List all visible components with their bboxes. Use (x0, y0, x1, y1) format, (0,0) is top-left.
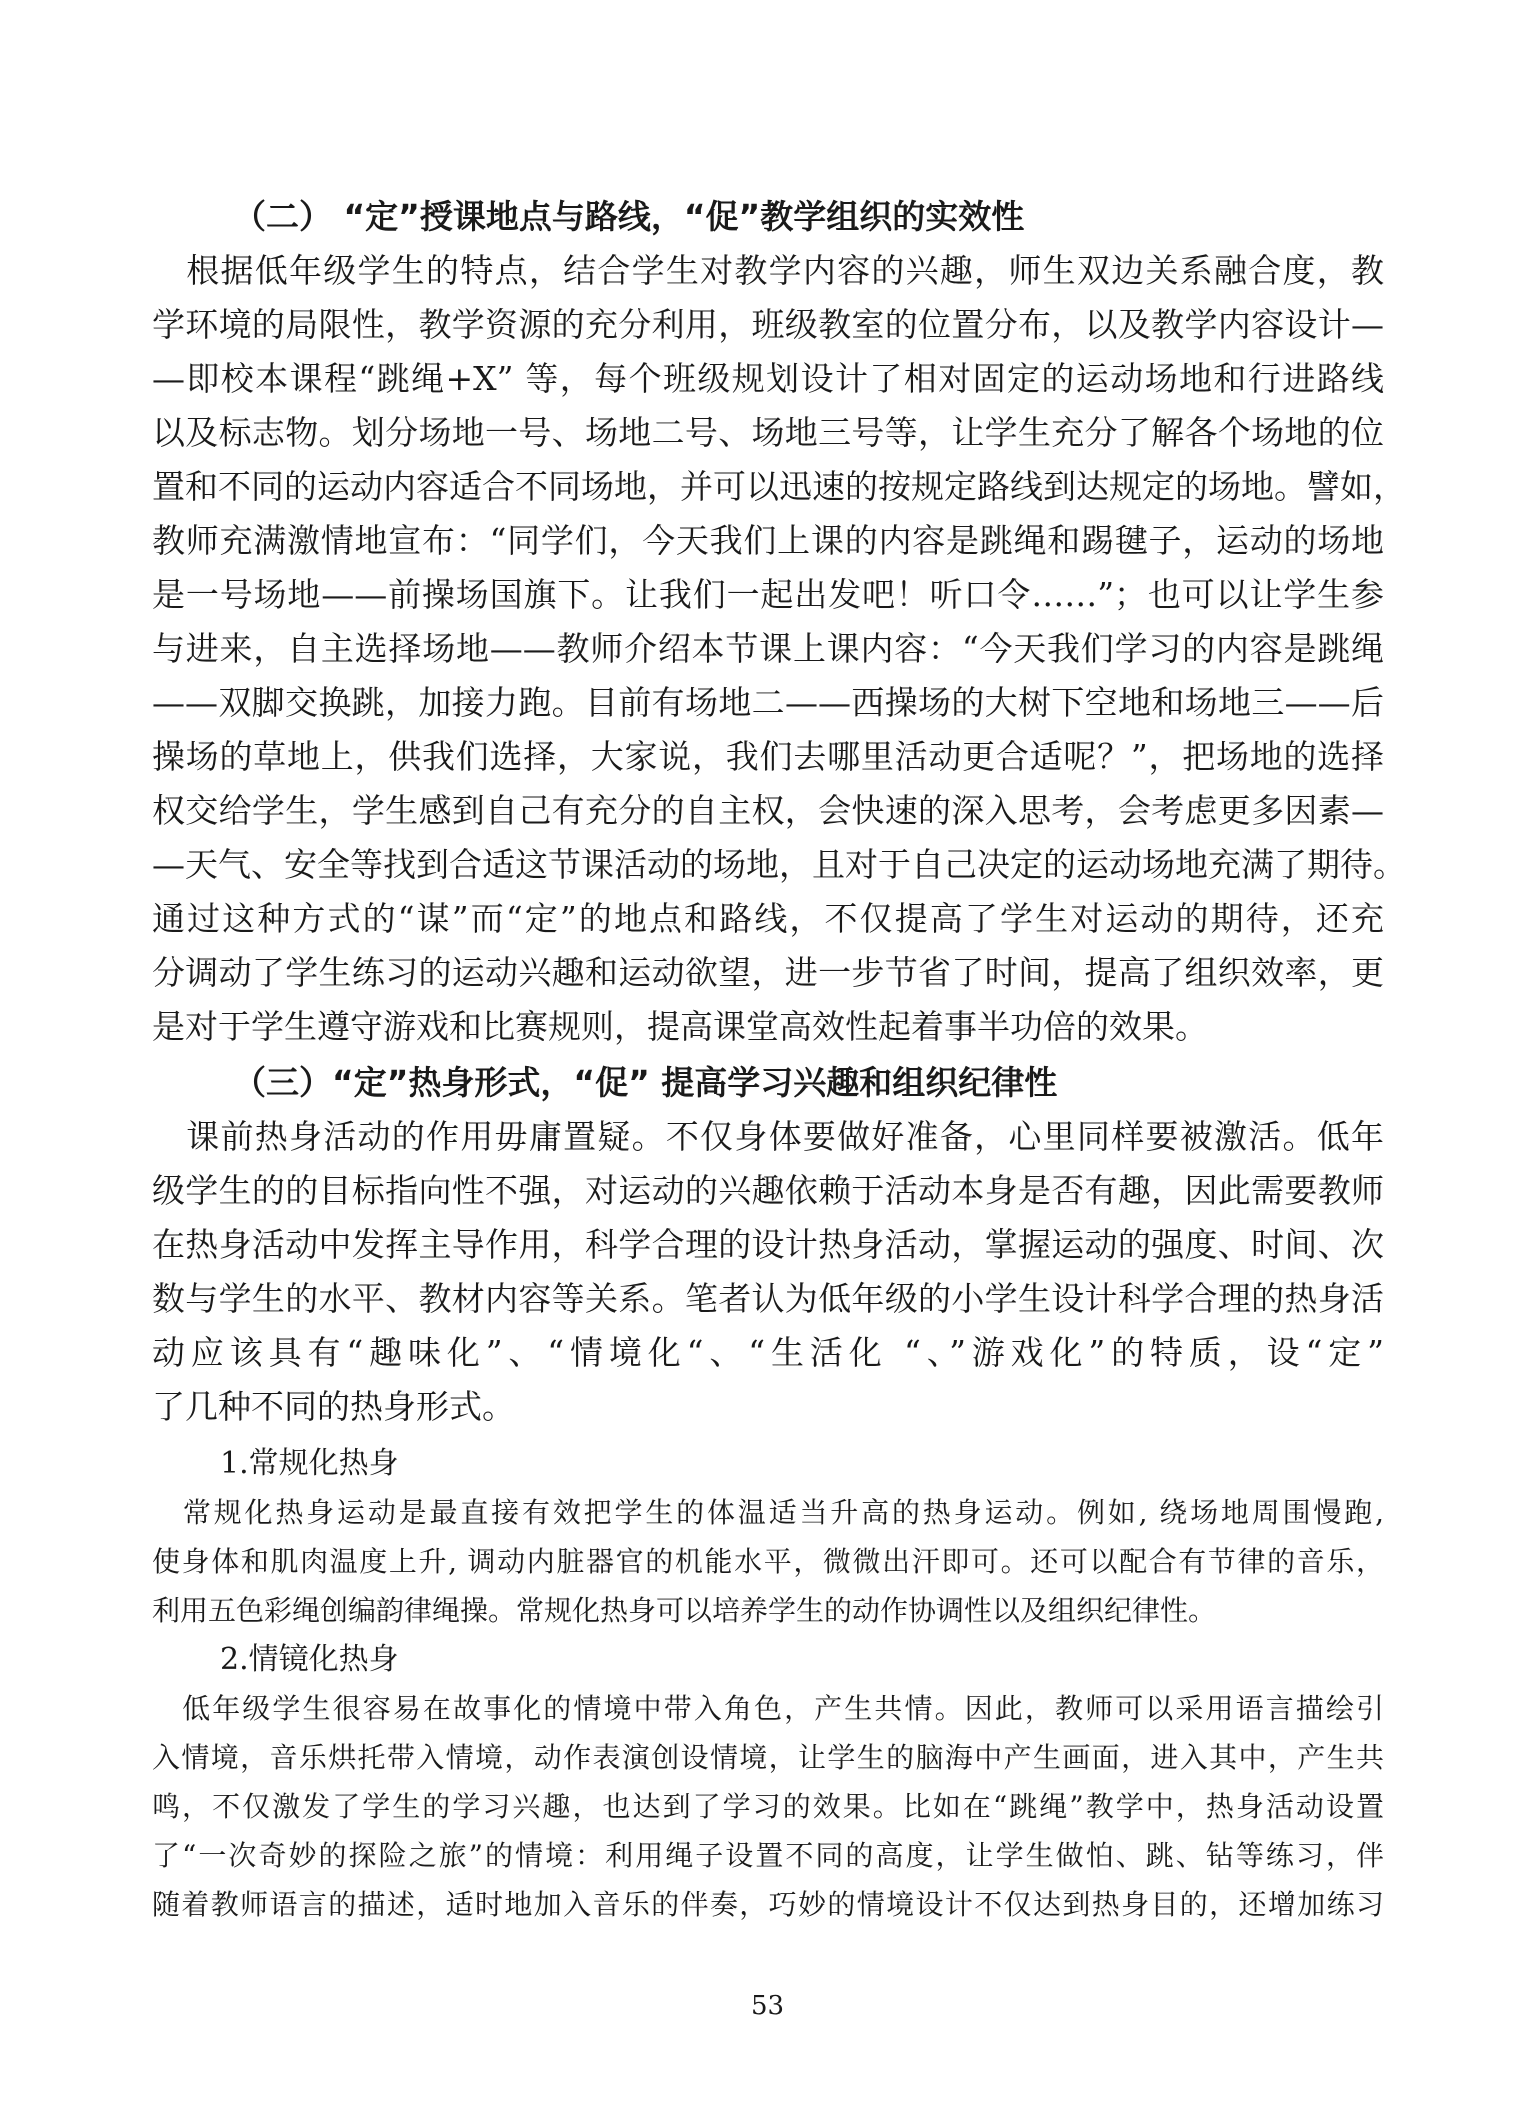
text-line: 权交给学生，学生感到自己有充分的自主权，会快速的深入思考，会考虑更多因素— (152, 791, 1384, 830)
text-line: 以及标志物。划分场地一号、场地二号、场地三号等，让学生充分了解各个场地的位 (152, 413, 1384, 452)
text-line: 根据低年级学生的特点，结合学生对教学内容的兴趣，师生双边关系融合度，教 (152, 251, 1384, 290)
text-line: 是一号场地——前操场国旗下。让我们一起出发吧！听口令……”；也可以让学生参 (152, 575, 1384, 614)
page-number: 53 (750, 1991, 785, 2021)
text-line: 数与学生的水平、教材内容等关系。笔者认为低年级的小学生设计科学合理的热身活 (152, 1279, 1384, 1318)
section-3-heading: （三）“定”热身形式，“促” 提高学习兴趣和组织纪律性 (233, 1063, 1058, 1102)
text-line: —天气、安全等找到合适这节课活动的场地，且对于自己决定的运动场地充满了期待。 (152, 845, 1406, 884)
text-line: 通过这种方式的“谋”而“定”的地点和路线，不仅提高了学生对运动的期待，还充 (152, 899, 1384, 938)
item-1-body (152, 1488, 1384, 1635)
text-line: 教师充满激情地宣布：“同学们，今天我们上课的内容是跳绳和踢毽子，运动的场地 (152, 521, 1384, 560)
text-line: ——双脚交换跳，加接力跑。目前有场地二——西操场的大树下空地和场地三——后 (152, 683, 1384, 722)
text-line: 在热身活动中发挥主导作用，科学合理的设计热身活动，掌握运动的强度、时间、次 (152, 1225, 1384, 1264)
text-line: 级学生的的目标指向性不强，对运动的兴趣依赖于活动本身是否有趣，因此需要教师 (152, 1171, 1384, 1210)
text-line: 入情境，音乐烘托带入情境，动作表演创设情境，让学生的脑海中产生画面，进入其中，产生共 (152, 1741, 1384, 1774)
item-1-heading: 1.常规化热身 (220, 1446, 399, 1481)
text-line: 学环境的局限性，教学资源的充分利用，班级教室的位置分布，以及教学内容设计— (152, 305, 1384, 344)
item-2-body (152, 1684, 1384, 1929)
text-line: 鸣，不仅激发了学生的学习兴趣，也达到了学习的效果。比如在“跳绳”教学中，热身活动设置 (152, 1790, 1384, 1823)
text-line: 分调动了学生练习的运动兴趣和运动欲望，进一步节省了时间，提高了组织效率，更 (152, 953, 1384, 992)
text-line: —即校本课程“跳绳+X” 等，每个班级规划设计了相对固定的运动场地和行进路线 (152, 359, 1384, 398)
text-line: 常规化热身运动是最直接有效把学生的体温适当升高的热身运动。例如, 绕场地周围慢跑, (152, 1496, 1384, 1529)
text-line: 操场的草地上，供我们选择，大家说，我们去哪里活动更合适呢？”，把场地的选择 (152, 737, 1384, 776)
section-3-body (152, 1110, 1384, 1434)
text-line: 低年级学生很容易在故事化的情境中带入角色，产生共情。因此，教师可以采用语言描绘引 (152, 1692, 1384, 1725)
text-line: 利用五色彩绳创编韵律绳操。常规化热身可以培养学生的动作协调性以及组织纪律性。 (152, 1594, 1217, 1627)
text-line: 了几种不同的热身形式。 (152, 1387, 515, 1426)
text-line: 课前热身活动的作用毋庸置疑。不仅身体要做好准备，心里同样要被激活。低年 (152, 1117, 1384, 1156)
text-line: 使身体和肌肉温度上升, 调动内脏器官的机能水平，微微出汗即可。还可以配合有节律的音乐， (152, 1545, 1384, 1578)
text-line: 动应该具有“趣味化”、“情境化“、“生活化 “、”游戏化”的特质，设“定” (152, 1333, 1384, 1372)
text-line: 了“一次奇妙的探险之旅”的情境：利用绳子设置不同的高度，让学生做怕、跳、钻等练习，伴 (152, 1839, 1384, 1872)
text-line: 随着教师语言的描述，适时地加入音乐的伴奏，巧妙的情境设计不仅达到热身目的，还增加练习 (152, 1888, 1384, 1921)
text-line: 置和不同的运动内容适合不同场地，并可以迅速的按规定路线到达规定的场地。譬如， (152, 467, 1406, 506)
section-2-body (152, 244, 1406, 1054)
text-line: 是对于学生遵守游戏和比赛规则，提高课堂高效性起着事半功倍的效果。 (152, 1007, 1208, 1046)
text-line: 与进来，自主选择场地——教师介绍本节课上课内容：“今天我们学习的内容是跳绳 (152, 629, 1384, 668)
section-2-heading: （二） “定”授课地点与路线，“促”教学组织的实效性 (233, 197, 1025, 236)
item-2-heading: 2.情镜化热身 (220, 1642, 399, 1677)
